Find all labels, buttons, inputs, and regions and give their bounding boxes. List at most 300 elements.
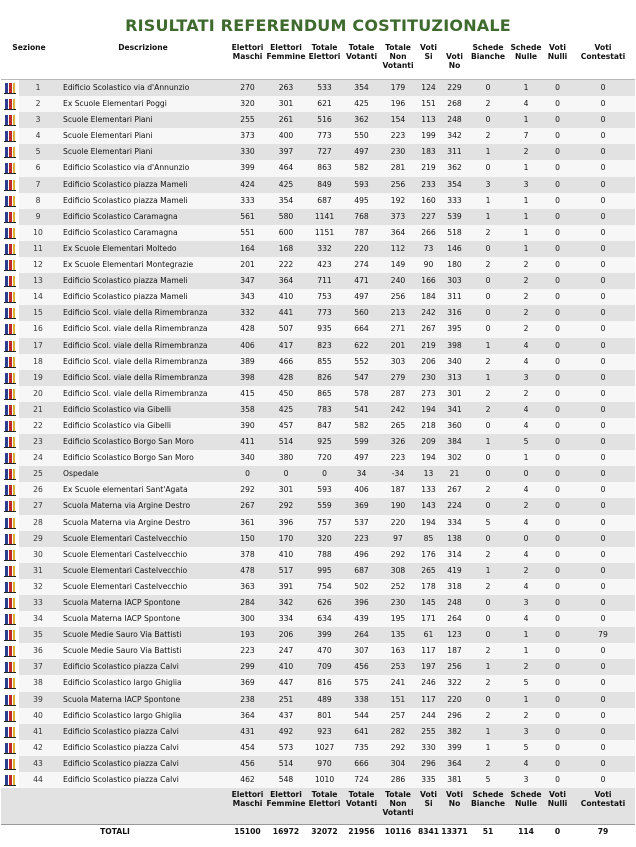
row-icon-cell[interactable] bbox=[1, 675, 19, 691]
table-row[interactable] bbox=[1, 692, 635, 708]
ballot-box-icon[interactable] bbox=[4, 275, 16, 287]
cell-elettori-femmine: 492 bbox=[266, 724, 306, 740]
cell-descrizione: Edificio Scolastico via d'Annunzio bbox=[57, 160, 229, 176]
row-icon-cell[interactable] bbox=[1, 225, 19, 241]
cell-voti-contestati: 0 bbox=[571, 563, 635, 579]
cell-schede-nulle: 2 bbox=[508, 273, 544, 289]
cell-elettori-femmine: 441 bbox=[266, 305, 306, 321]
cell-schede-bianche: 0 bbox=[468, 80, 508, 97]
table-row[interactable] bbox=[1, 241, 635, 257]
table-row[interactable] bbox=[1, 579, 635, 595]
cell-sezione: 38 bbox=[19, 675, 57, 691]
ballot-box-icon[interactable] bbox=[4, 340, 16, 352]
ballot-box-icon[interactable] bbox=[4, 114, 16, 126]
row-icon-cell[interactable] bbox=[1, 193, 19, 209]
cell-totale-non-votanti: 282 bbox=[380, 724, 416, 740]
cell-voti-no: 224 bbox=[441, 498, 468, 514]
cell-voti-si: 176 bbox=[416, 547, 441, 563]
header-line: Totale bbox=[348, 43, 375, 52]
ballot-box-icon[interactable] bbox=[4, 98, 16, 110]
cell-schede-bianche: 0 bbox=[468, 289, 508, 305]
row-icon-cell[interactable] bbox=[1, 354, 19, 370]
cell-totale-votanti: 439 bbox=[343, 611, 380, 627]
header-line: Schede bbox=[510, 790, 542, 800]
cell-elettori-maschi: 399 bbox=[229, 160, 266, 176]
cell-totale-votanti: 354 bbox=[343, 80, 380, 97]
cell-totale-votanti: 425 bbox=[343, 96, 380, 112]
cell-totale-votanti: 456 bbox=[343, 659, 380, 675]
cell-schede-bianche: 0 bbox=[468, 450, 508, 466]
cell-totale-elettori: 516 bbox=[306, 112, 343, 128]
ballot-box-icon[interactable] bbox=[4, 726, 16, 738]
table-row[interactable] bbox=[1, 643, 635, 659]
table-row[interactable] bbox=[1, 144, 635, 160]
cell-sezione: 41 bbox=[19, 724, 57, 740]
cell-sezione: 43 bbox=[19, 756, 57, 772]
row-icon-cell[interactable] bbox=[1, 241, 19, 257]
cell-schede-nulle: 0 bbox=[508, 466, 544, 482]
cell-voti-no: 419 bbox=[441, 563, 468, 579]
cell-voti-nulli: 0 bbox=[544, 772, 571, 788]
table-row[interactable] bbox=[1, 434, 635, 450]
ballot-box-icon[interactable] bbox=[4, 710, 16, 722]
cell-voti-contestati: 0 bbox=[571, 80, 635, 97]
cell-descrizione: Ex Scuole Elementari Poggi bbox=[57, 96, 229, 112]
ballot-box-icon[interactable] bbox=[4, 404, 16, 416]
table-row[interactable] bbox=[1, 225, 635, 241]
cell-schede-nulle: 3 bbox=[508, 177, 544, 193]
cell-voti-nulli: 0 bbox=[544, 579, 571, 595]
ballot-box-icon[interactable] bbox=[4, 372, 16, 384]
cell-schede-bianche: 2 bbox=[468, 547, 508, 563]
cell-sezione: 27 bbox=[19, 498, 57, 514]
table-row[interactable] bbox=[1, 273, 635, 289]
total-elettori-maschi: 15100 bbox=[229, 825, 266, 840]
cell-totale-votanti: 537 bbox=[343, 515, 380, 531]
cell-totale-non-votanti: 256 bbox=[380, 289, 416, 305]
total-voti-nulli: 0 bbox=[544, 825, 571, 840]
row-icon-cell[interactable] bbox=[1, 627, 19, 643]
cell-totale-votanti: 664 bbox=[343, 321, 380, 337]
row-icon-cell[interactable] bbox=[1, 418, 19, 434]
cell-descrizione: Edificio Scolastico via Gibelli bbox=[57, 418, 229, 434]
header-line: Schede bbox=[472, 790, 504, 800]
row-icon-cell[interactable] bbox=[1, 160, 19, 176]
cell-sezione: 33 bbox=[19, 595, 57, 611]
row-icon-cell[interactable] bbox=[1, 756, 19, 772]
cell-elettori-maschi: 373 bbox=[229, 128, 266, 144]
cell-voti-contestati: 0 bbox=[571, 595, 635, 611]
table-row[interactable] bbox=[1, 708, 635, 724]
ballot-box-icon[interactable] bbox=[4, 227, 16, 239]
cell-totale-non-votanti: 192 bbox=[380, 193, 416, 209]
cell-elettori-maschi: 201 bbox=[229, 257, 266, 273]
cell-elettori-femmine: 301 bbox=[266, 96, 306, 112]
ballot-box-icon[interactable] bbox=[4, 388, 16, 400]
cell-schede-bianche: 2 bbox=[468, 675, 508, 691]
cell-voti-nulli: 0 bbox=[544, 515, 571, 531]
cell-voti-contestati: 0 bbox=[571, 466, 635, 482]
table-row[interactable] bbox=[1, 209, 635, 225]
cell-totale-votanti: 362 bbox=[343, 112, 380, 128]
row-icon-cell[interactable] bbox=[1, 96, 19, 112]
ballot-box-icon[interactable] bbox=[4, 661, 16, 673]
cell-voti-contestati: 0 bbox=[571, 370, 635, 386]
cell-totale-non-votanti: 308 bbox=[380, 563, 416, 579]
table-row[interactable] bbox=[1, 740, 635, 756]
table-row[interactable] bbox=[1, 498, 635, 514]
table-row[interactable] bbox=[1, 305, 635, 321]
cell-totale-elettori: 626 bbox=[306, 595, 343, 611]
ballot-box-icon[interactable] bbox=[4, 307, 16, 319]
cell-descrizione: Edificio Scol. viale della Rimembranza bbox=[57, 305, 229, 321]
row-icon-cell[interactable] bbox=[1, 692, 19, 708]
ballot-box-icon[interactable] bbox=[4, 211, 16, 223]
cell-totale-votanti: 396 bbox=[343, 595, 380, 611]
table-row[interactable] bbox=[1, 177, 635, 193]
ballot-box-icon[interactable] bbox=[4, 356, 16, 368]
cell-voti-si: 230 bbox=[416, 370, 441, 386]
table-row[interactable] bbox=[1, 627, 635, 643]
cell-schede-bianche: 1 bbox=[468, 338, 508, 354]
row-icon-cell[interactable] bbox=[1, 515, 19, 531]
cell-totale-votanti: 578 bbox=[343, 386, 380, 402]
cell-voti-no: 220 bbox=[441, 692, 468, 708]
cell-elettori-maschi: 411 bbox=[229, 434, 266, 450]
cell-elettori-femmine: 222 bbox=[266, 257, 306, 273]
cell-totale-elettori: 849 bbox=[306, 177, 343, 193]
table-row[interactable] bbox=[1, 611, 635, 627]
table-row[interactable] bbox=[1, 547, 635, 563]
table-row[interactable] bbox=[1, 563, 635, 579]
cell-sezione: 5 bbox=[19, 144, 57, 160]
table-row[interactable] bbox=[1, 354, 635, 370]
cell-voti-si: 85 bbox=[416, 531, 441, 547]
table-row[interactable] bbox=[1, 289, 635, 305]
cell-voti-contestati: 0 bbox=[571, 257, 635, 273]
row-icon-cell[interactable] bbox=[1, 386, 19, 402]
cell-totale-non-votanti: 303 bbox=[380, 354, 416, 370]
header-line: Totale bbox=[311, 790, 338, 800]
cell-schede-nulle: 2 bbox=[508, 289, 544, 305]
table-row[interactable] bbox=[1, 386, 635, 402]
cell-totale-votanti: 599 bbox=[343, 434, 380, 450]
cell-totale-non-votanti: 373 bbox=[380, 209, 416, 225]
cell-schede-nulle: 1 bbox=[508, 225, 544, 241]
cell-elettori-femmine: 573 bbox=[266, 740, 306, 756]
row-icon-cell[interactable] bbox=[1, 434, 19, 450]
footer-header-voti-no bbox=[441, 788, 468, 825]
row-icon-cell[interactable] bbox=[1, 772, 19, 788]
ballot-box-icon[interactable] bbox=[4, 162, 16, 174]
cell-voti-nulli: 0 bbox=[544, 402, 571, 418]
table-row[interactable] bbox=[1, 160, 635, 176]
cell-totale-elettori: 788 bbox=[306, 547, 343, 563]
cell-totale-elettori: 489 bbox=[306, 692, 343, 708]
ballot-box-icon[interactable] bbox=[4, 323, 16, 335]
table-row[interactable] bbox=[1, 482, 635, 498]
row-icon-cell[interactable] bbox=[1, 466, 19, 482]
table-row[interactable] bbox=[1, 338, 635, 354]
cell-elettori-femmine: 251 bbox=[266, 692, 306, 708]
cell-schede-nulle: 4 bbox=[508, 402, 544, 418]
row-icon-cell[interactable] bbox=[1, 659, 19, 675]
cell-elettori-maschi: 431 bbox=[229, 724, 266, 740]
cell-totale-elettori: 925 bbox=[306, 434, 343, 450]
cell-voti-contestati: 0 bbox=[571, 724, 635, 740]
totals-header-spacer bbox=[1, 788, 229, 825]
cell-voti-contestati: 0 bbox=[571, 531, 635, 547]
cell-schede-nulle: 2 bbox=[508, 659, 544, 675]
ballot-box-icon[interactable] bbox=[4, 517, 16, 529]
cell-schede-bianche: 1 bbox=[468, 724, 508, 740]
table-row[interactable] bbox=[1, 659, 635, 675]
cell-totale-non-votanti: 190 bbox=[380, 498, 416, 514]
table-row[interactable] bbox=[1, 595, 635, 611]
cell-elettori-maschi: 456 bbox=[229, 756, 266, 772]
cell-descrizione: Edificio Scolastico piazza Calvi bbox=[57, 724, 229, 740]
row-icon-cell[interactable] bbox=[1, 305, 19, 321]
cell-schede-nulle: 1 bbox=[508, 643, 544, 659]
cell-elettori-femmine: 425 bbox=[266, 402, 306, 418]
cell-sezione: 7 bbox=[19, 177, 57, 193]
ballot-box-icon[interactable] bbox=[4, 420, 16, 432]
cell-schede-nulle: 2 bbox=[508, 708, 544, 724]
cell-schede-bianche: 1 bbox=[468, 144, 508, 160]
cell-sezione: 16 bbox=[19, 321, 57, 337]
header-line: Votanti bbox=[382, 808, 414, 818]
ballot-box-icon[interactable] bbox=[4, 533, 16, 545]
cell-voti-nulli: 0 bbox=[544, 418, 571, 434]
header-line: Votanti bbox=[345, 52, 378, 61]
total-voti-contestati: 79 bbox=[571, 825, 635, 840]
row-icon-cell[interactable] bbox=[1, 177, 19, 193]
table-row[interactable] bbox=[1, 675, 635, 691]
cell-totale-votanti: 622 bbox=[343, 338, 380, 354]
header-line: Si bbox=[424, 52, 433, 61]
ballot-box-icon[interactable] bbox=[4, 613, 16, 625]
cell-schede-bianche: 0 bbox=[468, 112, 508, 128]
ballot-box-icon[interactable] bbox=[4, 581, 16, 593]
cell-elettori-femmine: 168 bbox=[266, 241, 306, 257]
cell-totale-votanti: 582 bbox=[343, 418, 380, 434]
ballot-box-icon[interactable] bbox=[4, 452, 16, 464]
ballot-box-icon[interactable] bbox=[4, 484, 16, 496]
cell-schede-nulle: 2 bbox=[508, 144, 544, 160]
cell-voti-nulli: 0 bbox=[544, 450, 571, 466]
cell-totale-elettori: 470 bbox=[306, 643, 343, 659]
cell-descrizione: Scuola Materna IACP Spontone bbox=[57, 692, 229, 708]
table-row[interactable] bbox=[1, 418, 635, 434]
table-row[interactable] bbox=[1, 112, 635, 128]
cell-schede-nulle: 1 bbox=[508, 627, 544, 643]
ballot-box-icon[interactable] bbox=[4, 694, 16, 706]
cell-totale-non-votanti: 230 bbox=[380, 595, 416, 611]
cell-voti-contestati: 0 bbox=[571, 144, 635, 160]
cell-sezione: 26 bbox=[19, 482, 57, 498]
table-row[interactable] bbox=[1, 321, 635, 337]
header-line: Voti bbox=[446, 52, 463, 61]
cell-voti-si: 219 bbox=[416, 338, 441, 354]
row-icon-cell[interactable] bbox=[1, 450, 19, 466]
cell-sezione: 37 bbox=[19, 659, 57, 675]
cell-elettori-maschi: 343 bbox=[229, 289, 266, 305]
ballot-box-icon[interactable] bbox=[4, 500, 16, 512]
ballot-box-icon[interactable] bbox=[4, 774, 16, 786]
row-icon-cell[interactable] bbox=[1, 112, 19, 128]
row-icon-cell[interactable] bbox=[1, 531, 19, 547]
row-icon-cell[interactable] bbox=[1, 498, 19, 514]
row-icon-cell[interactable] bbox=[1, 579, 19, 595]
cell-elettori-maschi: 255 bbox=[229, 112, 266, 128]
table-row[interactable] bbox=[1, 402, 635, 418]
cell-schede-bianche: 1 bbox=[468, 370, 508, 386]
table-row[interactable] bbox=[1, 466, 635, 482]
row-icon-cell[interactable] bbox=[1, 724, 19, 740]
row-icon-cell[interactable] bbox=[1, 338, 19, 354]
ballot-box-icon[interactable] bbox=[4, 130, 16, 142]
table-row[interactable] bbox=[1, 370, 635, 386]
cell-schede-nulle: 2 bbox=[508, 386, 544, 402]
cell-voti-si: 194 bbox=[416, 450, 441, 466]
cell-voti-nulli: 0 bbox=[544, 547, 571, 563]
cell-descrizione: Edificio Scolastico Borgo San Moro bbox=[57, 450, 229, 466]
cell-totale-votanti: 274 bbox=[343, 257, 380, 273]
table-row[interactable] bbox=[1, 193, 635, 209]
table-row[interactable] bbox=[1, 128, 635, 144]
ballot-box-icon[interactable] bbox=[4, 146, 16, 158]
row-icon-cell[interactable] bbox=[1, 643, 19, 659]
ballot-box-icon[interactable] bbox=[4, 243, 16, 255]
cell-voti-no: 248 bbox=[441, 595, 468, 611]
footer-header-totale-non-votanti bbox=[380, 788, 416, 825]
table-row[interactable] bbox=[1, 96, 635, 112]
cell-voti-si: 117 bbox=[416, 643, 441, 659]
table-row[interactable] bbox=[1, 257, 635, 273]
header-voti-no bbox=[441, 42, 468, 80]
cell-voti-si: 143 bbox=[416, 498, 441, 514]
ballot-box-icon[interactable] bbox=[4, 468, 16, 480]
cell-totale-non-votanti: 154 bbox=[380, 112, 416, 128]
cell-totale-elettori: 533 bbox=[306, 80, 343, 97]
row-icon-cell[interactable] bbox=[1, 740, 19, 756]
table-row[interactable] bbox=[1, 724, 635, 740]
row-icon-cell[interactable] bbox=[1, 80, 19, 97]
cell-totale-votanti: 34 bbox=[343, 466, 380, 482]
row-icon-cell[interactable] bbox=[1, 370, 19, 386]
ballot-box-icon[interactable] bbox=[4, 645, 16, 657]
cell-descrizione: Edificio Scol. viale della Rimembranza bbox=[57, 321, 229, 337]
ballot-box-icon[interactable] bbox=[4, 259, 16, 271]
ballot-box-icon[interactable] bbox=[4, 565, 16, 577]
table-row[interactable] bbox=[1, 772, 635, 788]
cell-voti-si: 335 bbox=[416, 772, 441, 788]
cell-voti-contestati: 0 bbox=[571, 434, 635, 450]
header-line: Nulli bbox=[547, 52, 568, 61]
cell-descrizione: Edificio Scol. viale della Rimembranza bbox=[57, 338, 229, 354]
table-row[interactable] bbox=[1, 515, 635, 531]
row-icon-cell[interactable] bbox=[1, 273, 19, 289]
ballot-box-icon[interactable] bbox=[4, 179, 16, 191]
ballot-box-icon[interactable] bbox=[4, 742, 16, 754]
cell-sezione: 31 bbox=[19, 563, 57, 579]
row-icon-cell[interactable] bbox=[1, 128, 19, 144]
cell-descrizione: Edificio Scolastico largo Ghiglia bbox=[57, 675, 229, 691]
table-row[interactable] bbox=[1, 756, 635, 772]
table-row[interactable] bbox=[1, 450, 635, 466]
table-header-row bbox=[1, 42, 635, 80]
cell-totale-non-votanti: 230 bbox=[380, 144, 416, 160]
cell-totale-elettori: 970 bbox=[306, 756, 343, 772]
cell-totale-votanti: 406 bbox=[343, 482, 380, 498]
ballot-box-icon[interactable] bbox=[4, 597, 16, 609]
table-row[interactable] bbox=[1, 80, 635, 97]
cell-voti-no: 341 bbox=[441, 402, 468, 418]
ballot-box-icon[interactable] bbox=[4, 677, 16, 689]
ballot-box-icon[interactable] bbox=[4, 195, 16, 207]
ballot-box-icon[interactable] bbox=[4, 82, 16, 94]
row-icon-cell[interactable] bbox=[1, 289, 19, 305]
ballot-box-icon[interactable] bbox=[4, 758, 16, 770]
table-row[interactable] bbox=[1, 531, 635, 547]
results-table bbox=[1, 42, 635, 839]
row-icon-cell[interactable] bbox=[1, 563, 19, 579]
ballot-box-icon[interactable] bbox=[4, 291, 16, 303]
cell-schede-nulle: 4 bbox=[508, 579, 544, 595]
cell-elettori-femmine: 301 bbox=[266, 482, 306, 498]
row-icon-cell[interactable] bbox=[1, 482, 19, 498]
cell-elettori-femmine: 0 bbox=[266, 466, 306, 482]
cell-voti-nulli: 0 bbox=[544, 434, 571, 450]
ballot-box-icon[interactable] bbox=[4, 436, 16, 448]
totals-label: TOTALI bbox=[1, 825, 229, 840]
row-icon-cell[interactable] bbox=[1, 547, 19, 563]
cell-elettori-femmine: 400 bbox=[266, 128, 306, 144]
ballot-box-icon[interactable] bbox=[4, 549, 16, 561]
cell-sezione: 10 bbox=[19, 225, 57, 241]
cell-elettori-femmine: 292 bbox=[266, 498, 306, 514]
cell-voti-no: 268 bbox=[441, 96, 468, 112]
cell-voti-si: 197 bbox=[416, 659, 441, 675]
footer-header-voti-si bbox=[416, 788, 441, 825]
row-icon-cell[interactable] bbox=[1, 321, 19, 337]
cell-voti-nulli: 0 bbox=[544, 144, 571, 160]
cell-totale-elettori: 773 bbox=[306, 128, 343, 144]
cell-totale-non-votanti: 223 bbox=[380, 128, 416, 144]
cell-totale-votanti: 666 bbox=[343, 756, 380, 772]
ballot-box-icon[interactable] bbox=[4, 629, 16, 641]
row-icon-cell[interactable] bbox=[1, 209, 19, 225]
cell-elettori-femmine: 425 bbox=[266, 177, 306, 193]
cell-sezione: 39 bbox=[19, 692, 57, 708]
row-icon-cell[interactable] bbox=[1, 144, 19, 160]
header-totale-votanti bbox=[343, 42, 380, 80]
row-icon-cell[interactable] bbox=[1, 257, 19, 273]
cell-sezione: 35 bbox=[19, 627, 57, 643]
row-icon-cell[interactable] bbox=[1, 611, 19, 627]
cell-voti-si: 61 bbox=[416, 627, 441, 643]
header-elettori-femmine bbox=[266, 42, 306, 80]
row-icon-cell[interactable] bbox=[1, 402, 19, 418]
cell-totale-votanti: 768 bbox=[343, 209, 380, 225]
cell-voti-contestati: 0 bbox=[571, 418, 635, 434]
cell-elettori-maschi: 398 bbox=[229, 370, 266, 386]
row-icon-cell[interactable] bbox=[1, 708, 19, 724]
row-icon-cell[interactable] bbox=[1, 595, 19, 611]
cell-voti-nulli: 0 bbox=[544, 305, 571, 321]
cell-totale-votanti: 560 bbox=[343, 305, 380, 321]
cell-totale-non-votanti: 112 bbox=[380, 241, 416, 257]
